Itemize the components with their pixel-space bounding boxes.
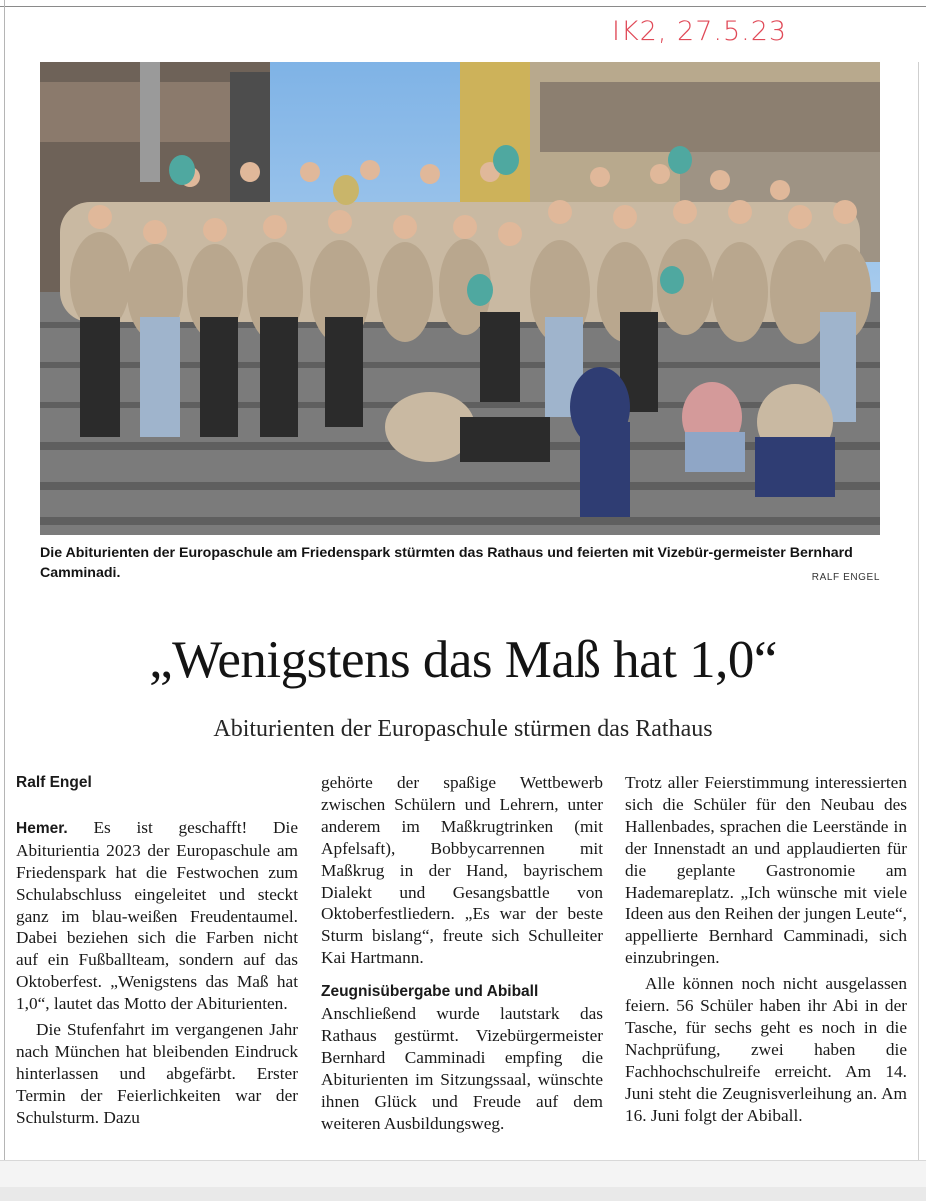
right-border-line xyxy=(918,62,919,1172)
article-headline: „Wenigstens das Maß hat 1,0“ xyxy=(149,631,777,689)
viewer-scroll-area[interactable] xyxy=(0,1187,926,1201)
paragraph-3-continued: Trotz aller Feierstimmung interessierten sich die Schüler für den Neubau des Hallenbades, sprachen die Leerstände in der Innenstadt an und applaudierten für die geplante Gastronomie am Hademareplatz. „Ich wünsche mit viele Ideen aus den Reihen der jungen Leute“, appellierte Bernhard Camminadi, sich einzubringen. xyxy=(625,773,907,968)
paragraph-4: Alle können noch nicht ausgelassen feiern. 56 Schüler haben ihr Abi in der Tasche, für sechs geht es noch in die Nachprüfung, zwei haben die Fachhochschulreife erreicht. Am 14. Juni steht die Zeugnisverleihung an. Am 16. Juni folgt der Abiball. xyxy=(625,974,907,1125)
article-column-1 xyxy=(16,772,298,1129)
photo-caption: Die Abiturienten der Europaschule am Friedenspark stürmten das Rathaus und feierten mit Vizebür-germeister Bernhard Camminadi. xyxy=(40,545,853,581)
paragraph-2-start: Die Stufenfahrt im vergangenen Jahr nach München hat bleibenden Eindruck hinterlassen und abgefärbt. Erster Termin der Feierlichkeiten war der Schulsturm. Dazu xyxy=(16,1020,298,1127)
paragraph-2-continued: gehörte der spaßige Wettbewerb zwischen Schülern und Lehrern, unter anderem im Maßkrugtrinken (mit Apfelsaft), Bobbycarrennen mit Maßkrug in der Hand, bayrischem Dialekt und Gesangsbattle von Oktoberfestliedern. „Es war der beste Sturm bislang“, freute sich Schulleiter Kai Hartmann. xyxy=(321,773,603,968)
paragraph-3-start: Anschließend wurde lautstark das Rathaus gestürmt. Vizebürgermeister Bernhard Camminadi empfing die Abiturienten im Sitzungssaal, wünschte ihnen Glück und Freude auf dem weiteren Ausbildungsweg. xyxy=(321,1004,603,1133)
photo-credit: RALF ENGEL xyxy=(811,572,880,583)
top-border-line xyxy=(0,6,926,7)
article-subheadline: Abiturienten der Europaschule stürmen das Rathaus xyxy=(213,716,713,742)
left-border-line xyxy=(4,0,5,1170)
article-column-3 xyxy=(625,772,907,1127)
viewer-bottom-bar xyxy=(0,1160,926,1201)
section-subheading: Zeugnisübergabe und Abiball xyxy=(321,983,539,1001)
paragraph-lead-text: Es ist geschafft! Die Abiturientia 2023 der Europaschule am Friedenspark hat die Festwochen zum Schulabschluss eingeleitet und steckt ganz im blau-weißen Freudentaumel. Dabei beziehen sich die Farben nicht auf ein Fußballteam, sondern auf das Oktoberfest. „Wenigstens das Maß hat 1,0“, lautet das Motto der Abiturienten. xyxy=(16,817,298,1014)
article-column-2 xyxy=(321,772,603,1135)
handwritten-annotation: IK2, 27.5.23 xyxy=(612,16,788,47)
group-photo-image xyxy=(40,62,880,535)
author-name: Ralf Engel xyxy=(16,774,92,791)
paragraph-lead xyxy=(16,817,298,1015)
dateline: Hemer. xyxy=(16,819,68,837)
